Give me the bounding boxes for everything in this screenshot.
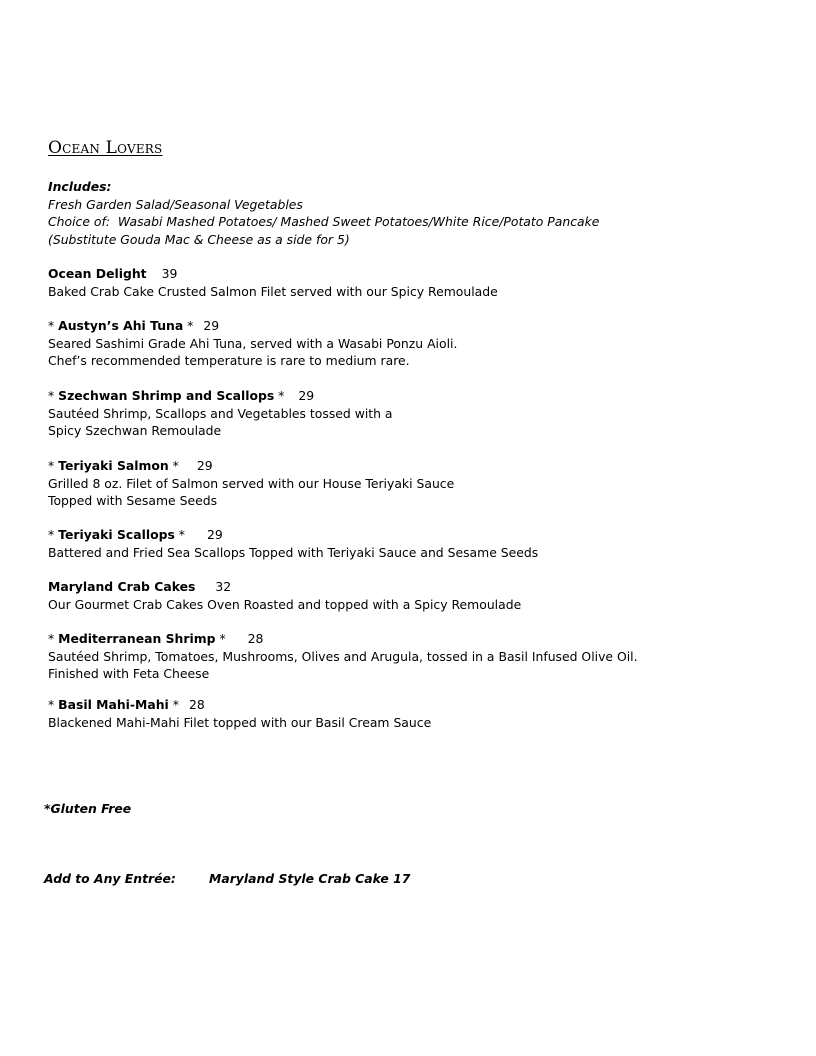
item-description: Topped with Sesame Seeds	[48, 493, 218, 508]
item-title-line	[48, 387, 393, 405]
includes-heading: Includes:	[48, 179, 112, 194]
item-name: Austyn’s Ahi Tuna	[58, 318, 184, 333]
item-price: 32	[215, 579, 232, 594]
item-price: 29	[196, 458, 213, 473]
menu-item	[48, 265, 498, 300]
item-description: Blackened Mahi-Mahi Filet topped with our Basil Cream Sauce	[48, 714, 432, 730]
item-prefix: *	[48, 388, 59, 403]
item-prefix: *	[48, 631, 59, 646]
item-name: Szechwan Shrimp and Scallops	[58, 388, 275, 403]
item-description: Spicy Szechwan Remoulade	[48, 423, 222, 438]
item-description: Sautéed Shrimp, Scallops and Vegetables tossed with a	[48, 405, 393, 421]
menu-item	[48, 578, 521, 613]
item-suffix: *	[183, 318, 194, 333]
item-description: Grilled 8 oz. Filet of Salmon served with our House Teriyaki Sauce	[48, 475, 455, 491]
item-price: 29	[206, 527, 223, 542]
item-price: 28	[247, 631, 264, 646]
item-suffix: *	[215, 631, 226, 646]
addon-value: Maryland Style Crab Cake 17	[209, 871, 411, 886]
item-description: Sautéed Shrimp, Tomatoes, Mushrooms, Olives and Arugula, tossed in a Basil Infused Olive Oil.	[48, 648, 638, 664]
item-name: Teriyaki Scallops	[58, 527, 175, 542]
item-price: 29	[298, 388, 315, 403]
item-title-line	[48, 317, 457, 335]
item-description: Battered and Fried Sea Scallops Topped with Teriyaki Sauce and Sesame Seeds	[48, 544, 539, 560]
item-name: Maryland Crab Cakes	[48, 579, 196, 594]
menu-item	[48, 630, 638, 683]
item-price: 39	[161, 266, 178, 281]
includes-line: Fresh Garden Salad/Seasonal Vegetables	[48, 196, 303, 212]
item-suffix: *	[274, 388, 285, 403]
menu-item	[48, 526, 538, 561]
item-prefix: *	[48, 527, 59, 542]
item-description: Our Gourmet Crab Cakes Oven Roasted and topped with a Spicy Remoulade	[48, 596, 522, 612]
item-description: Finished with Feta Cheese	[48, 666, 210, 681]
item-prefix: *	[48, 697, 59, 712]
item-title-line	[48, 265, 498, 283]
item-name: Mediterranean Shrimp	[58, 631, 216, 646]
menu-item	[48, 387, 393, 440]
menu-item	[48, 457, 454, 510]
item-prefix: *	[48, 318, 59, 333]
item-suffix: *	[168, 458, 179, 473]
section-title: Ocean Lovers	[48, 138, 163, 158]
item-description: Chef’s recommended temperature is rare to medium rare.	[48, 353, 410, 368]
includes-line: (Substitute Gouda Mac & Cheese as a side for 5)	[48, 231, 350, 247]
includes-line: Choice of: Wasabi Mashed Potatoes/ Mashed Sweet Potatoes/White Rice/Potato Pancake	[48, 214, 600, 229]
item-description: Seared Sashimi Grade Ahi Tuna, served with a Wasabi Ponzu Aioli.	[48, 335, 458, 351]
item-description: Baked Crab Cake Crusted Salmon Filet served with our Spicy Remoulade	[48, 283, 498, 299]
item-suffix: *	[174, 527, 185, 542]
menu-item	[48, 696, 431, 731]
addon-label: Add to Any Entrée:	[44, 871, 176, 886]
item-price: 28	[188, 697, 205, 712]
item-name: Teriyaki Salmon	[58, 458, 169, 473]
includes-block	[48, 178, 599, 248]
item-title-line	[48, 696, 431, 714]
item-name: Basil Mahi-Mahi	[58, 697, 169, 712]
item-prefix: *	[48, 458, 59, 473]
menu-item	[48, 317, 457, 370]
item-name: Ocean Delight	[48, 266, 147, 281]
item-title-line	[48, 630, 638, 648]
gluten-free-note: *Gluten Free	[44, 801, 132, 816]
item-title-line	[48, 457, 454, 475]
item-suffix: *	[168, 697, 179, 712]
item-price: 29	[203, 318, 220, 333]
item-title-line	[48, 578, 521, 596]
item-title-line	[48, 526, 538, 544]
